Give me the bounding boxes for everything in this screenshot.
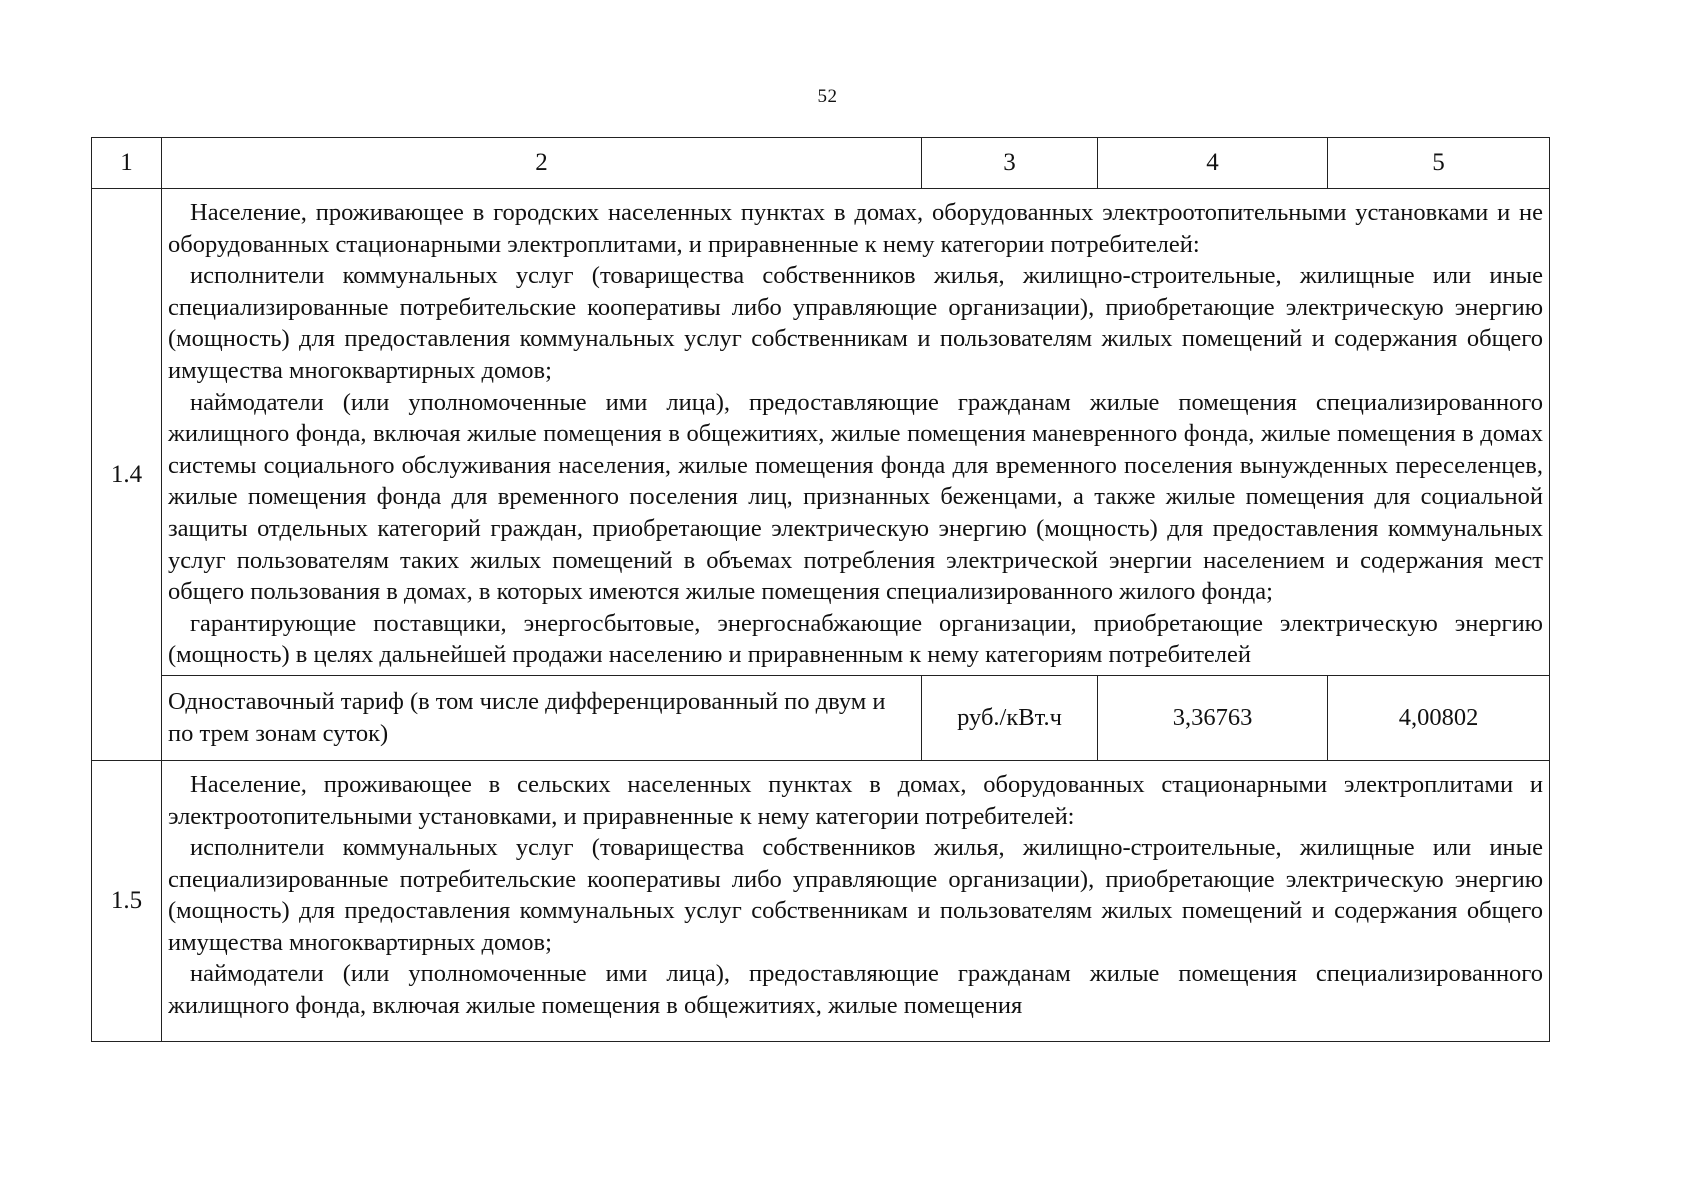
rate-label: Одноставочный тариф (в том числе дифференцированный по двум и по трем зонам суток) (162, 675, 922, 760)
table-row (92, 189, 1550, 676)
category-description (162, 760, 1550, 1041)
paragraph: исполнители коммунальных услуг (товарищества собственников жилья, жилищно-строительные, жилищные или иные специализированные потребительские кооперативы либо управляющие организации), приобретающие электрическую энергию (мощность) для предоставления коммунальных услуг собственникам и пользователям жилых помещений и содержания общего имущества многоквартирных домов; (168, 834, 1543, 956)
rate-value-1: 3,36763 (1098, 675, 1328, 760)
header-cell-2: 2 (162, 138, 922, 189)
paragraph: наймодатели (или уполномоченные ими лица), предоставляющие гражданам жилые помещения специализированного жилищного фонда, включая жилые помещения в общежитиях, жилые помещения (168, 960, 1543, 1020)
page-number: 52 (817, 86, 838, 107)
paragraph: Население, проживающее в сельских населенных пунктах в домах, оборудованных стационарными электроплитами и электроотопительными установками, и приравненные к нему категории потребителей: (168, 770, 1543, 830)
table-row (92, 675, 1550, 760)
tariff-table (91, 137, 1550, 1042)
row-number: 1.4 (92, 189, 162, 761)
paragraph: гарантирующие поставщики, энергосбытовые, энергоснабжающие организации, приобретающие электрическую энергию (мощность) в целях дальнейшей продажи населению и приравненным к нему категориям потребителей (168, 609, 1543, 669)
table-row (92, 760, 1550, 1041)
table-header-row (92, 138, 1550, 189)
rate-unit: руб./кВт.ч (922, 675, 1098, 760)
header-cell-5: 5 (1328, 138, 1550, 189)
header-cell-3: 3 (922, 138, 1098, 189)
header-cell-1: 1 (92, 138, 162, 189)
description-clip (168, 769, 1543, 1029)
paragraph: исполнители коммунальных услуг (товарищества собственников жилья, жилищно-строительные, жилищные или иные специализированные потребительские кооперативы либо управляющие организации), приобретающие электрическую энергию (мощность) для предоставления коммунальных услуг собственникам и пользователям жилых помещений и содержания общего имущества многоквартирных домов; (168, 262, 1543, 384)
rate-value-2: 4,00802 (1328, 675, 1550, 760)
header-cell-4: 4 (1098, 138, 1328, 189)
paragraph: Население, проживающее в городских населенных пунктах в домах, оборудованных электроотопительными установками и не оборудованных стационарными электроплитами, и приравненные к нему категории потребителей: (168, 199, 1543, 258)
row-number: 1.5 (92, 760, 162, 1041)
paragraph: наймодатели (или уполномоченные ими лица), предоставляющие гражданам жилые помещения специализированного жилищного фонда, включая жилые помещения в общежитиях, жилые помещения маневренного фонда, жилые помещения в домах системы социального обслуживания населения, жилые помещения фонда для временного поселения вынужденных переселенцев, жилые помещения фонда для временного поселения лиц, признанных беженцами, а также жилые помещения для социальной защиты отдельных категорий граждан, приобретающие электрическую энергию (мощность) для предоставления коммунальных услуг пользователям таких жилых помещений в объемах потребления электрической энергии населением и содержания мест общего пользования в домах, в которых имеются жилые помещения специализированного жилого фонда; (168, 388, 1543, 606)
category-description (162, 189, 1550, 676)
